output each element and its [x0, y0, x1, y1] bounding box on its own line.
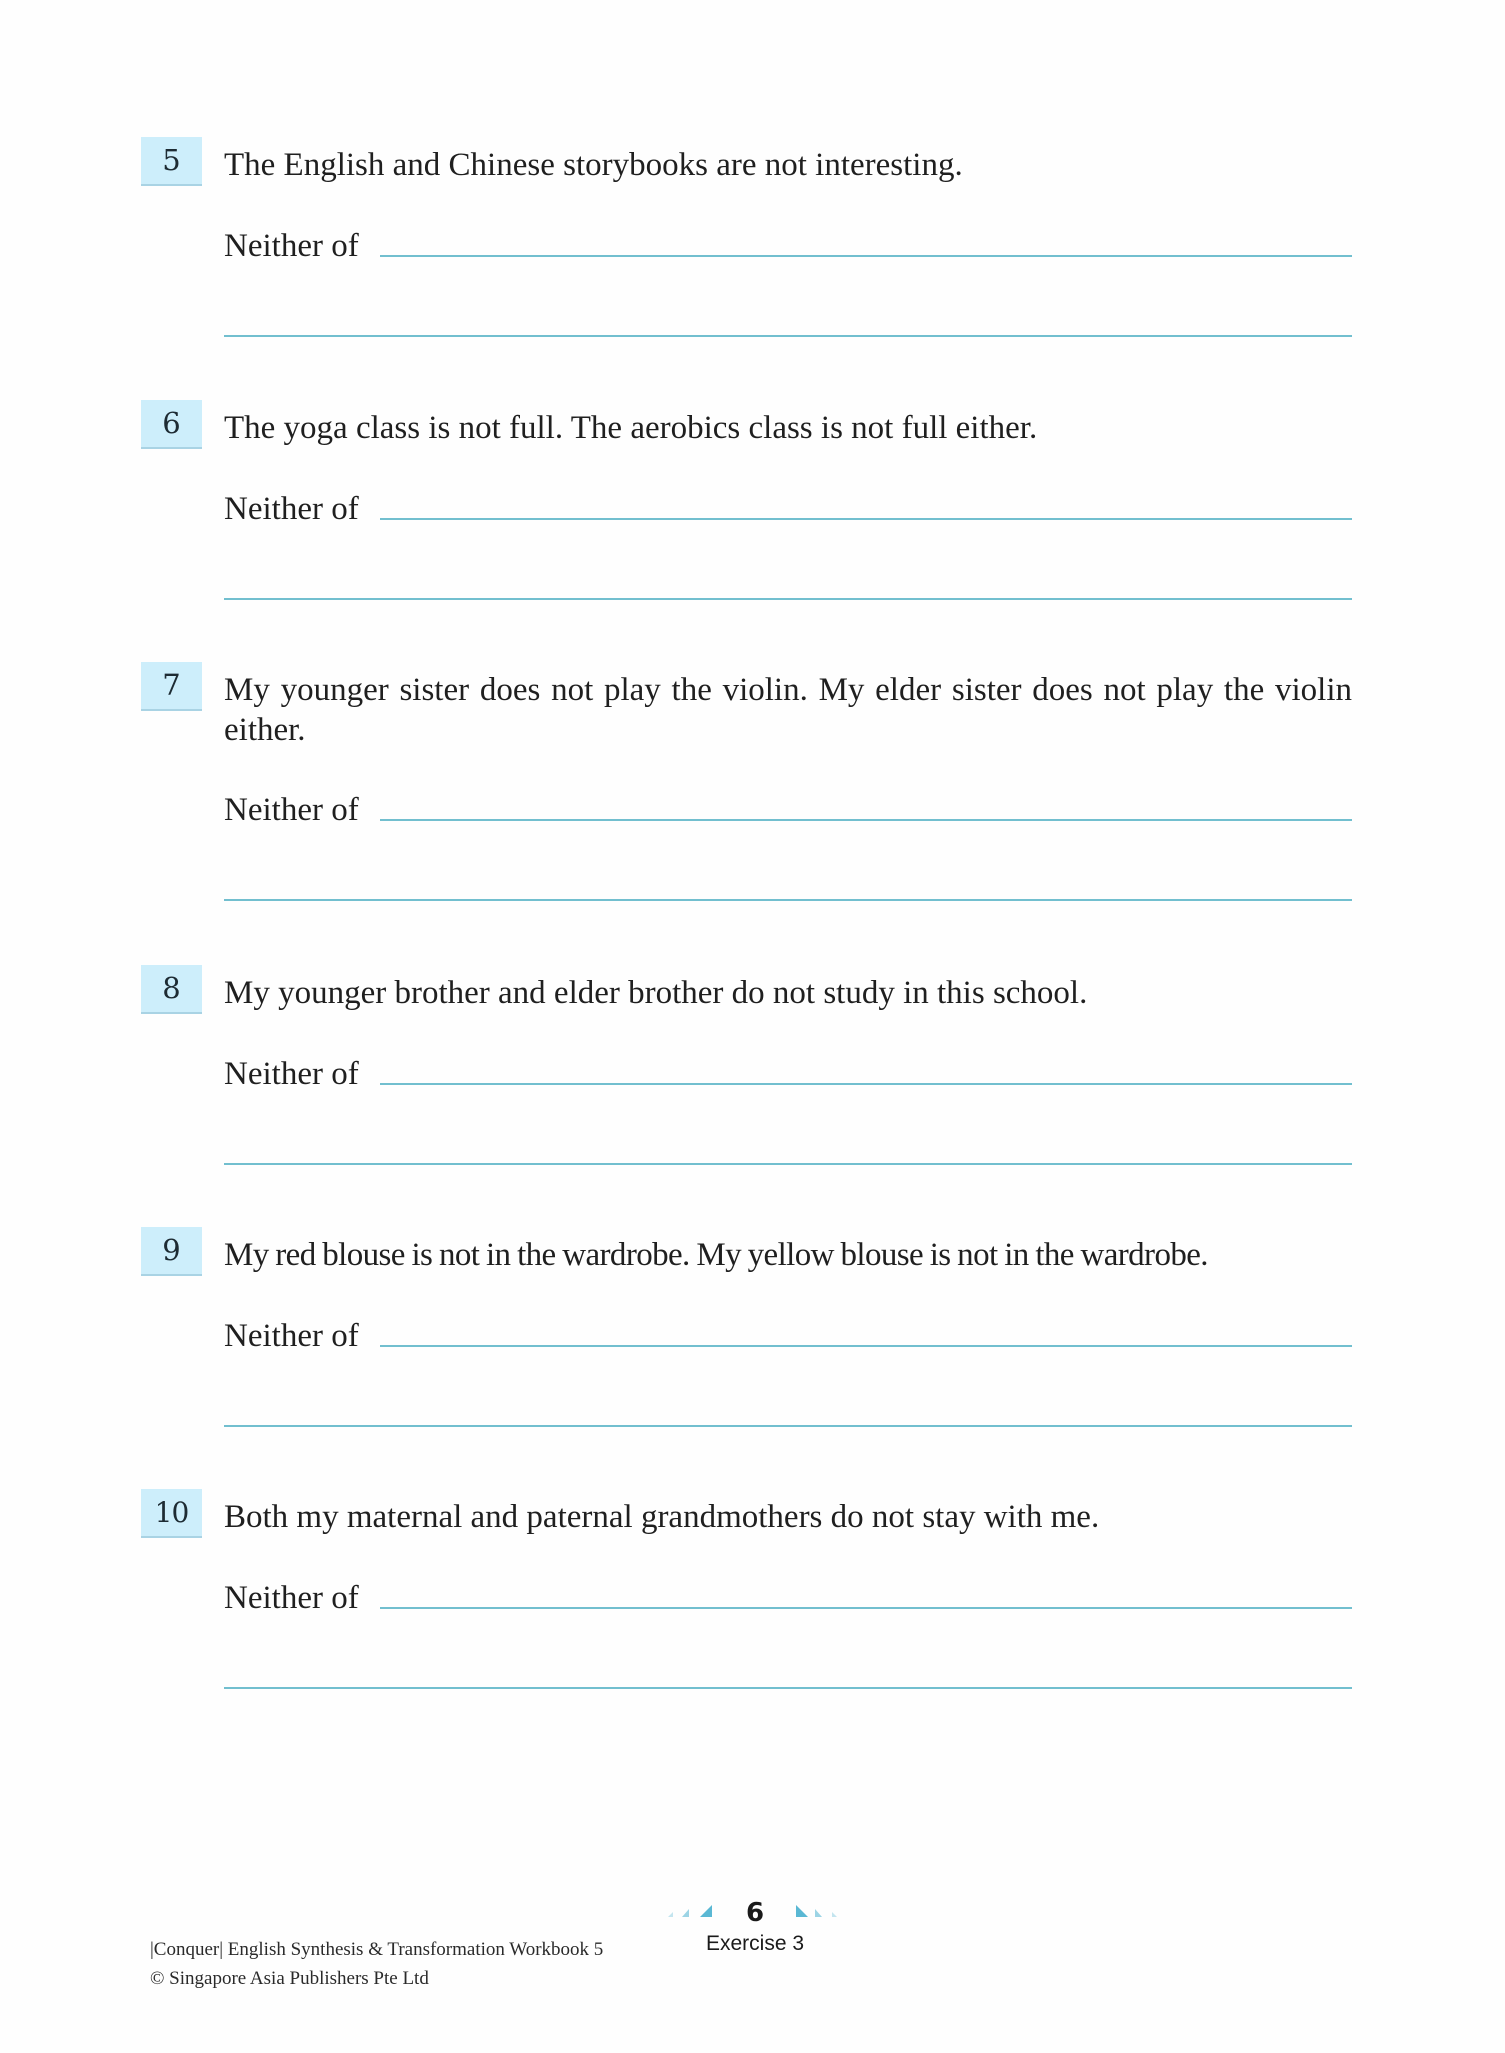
question-text: My younger sister does not play the violin. My elder sister does not play the violin either. [224, 672, 1352, 748]
answer-line-2[interactable] [224, 899, 1352, 901]
answer-line-2[interactable] [224, 335, 1352, 337]
page-number-block [660, 1898, 850, 1968]
question-text: My younger brother and elder brother do not study in this school. [224, 975, 1088, 1011]
answer-prefix: Neither of [224, 1318, 359, 1354]
answer-prefix: Neither of [224, 228, 359, 264]
answer-prefix: Neither of [224, 491, 359, 527]
question-text: The English and Chinese storybooks are not interesting. [224, 147, 963, 183]
footer-credits [150, 1935, 603, 1993]
answer-line-1[interactable] [380, 518, 1352, 520]
copyright-notice: © Singapore Asia Publishers Pte Ltd [150, 1968, 429, 1989]
question-number-badge: 8 [141, 965, 202, 1014]
answer-line-1[interactable] [380, 819, 1352, 821]
question-number-badge: 6 [141, 400, 202, 449]
answer-line-1[interactable] [380, 1607, 1352, 1609]
triangle-decoration-icon [796, 1905, 808, 1917]
triangle-decoration-icon [832, 1912, 837, 1917]
answer-line-1[interactable] [380, 1345, 1352, 1347]
question-number-badge: 10 [141, 1489, 202, 1538]
book-title: |Conquer| English Synthesis & Transformation Workbook 5 [150, 1939, 604, 1960]
answer-prefix: Neither of [224, 792, 359, 828]
question-number-badge: 5 [141, 137, 202, 186]
question-text: The yoga class is not full. The aerobics class is not full either. [224, 410, 1038, 446]
answer-line-2[interactable] [224, 598, 1352, 600]
triangle-decoration-icon [815, 1909, 822, 1917]
question-text: My red blouse is not in the wardrobe. My yellow blouse is not in the wardrobe. [224, 1237, 1208, 1273]
question-text: Both my maternal and paternal grandmothers do not stay with me. [224, 1499, 1100, 1535]
page-number: 6 [745, 1898, 765, 1928]
question-number-badge: 7 [141, 662, 202, 711]
answer-line-1[interactable] [380, 255, 1352, 257]
answer-line-1[interactable] [380, 1083, 1352, 1085]
answer-prefix: Neither of [224, 1056, 359, 1092]
answer-line-2[interactable] [224, 1687, 1352, 1689]
answer-line-2[interactable] [224, 1425, 1352, 1427]
answer-line-2[interactable] [224, 1163, 1352, 1165]
question-number-badge: 9 [141, 1227, 202, 1276]
answer-prefix: Neither of [224, 1580, 359, 1616]
exercise-label: Exercise 3 [705, 1932, 805, 1955]
